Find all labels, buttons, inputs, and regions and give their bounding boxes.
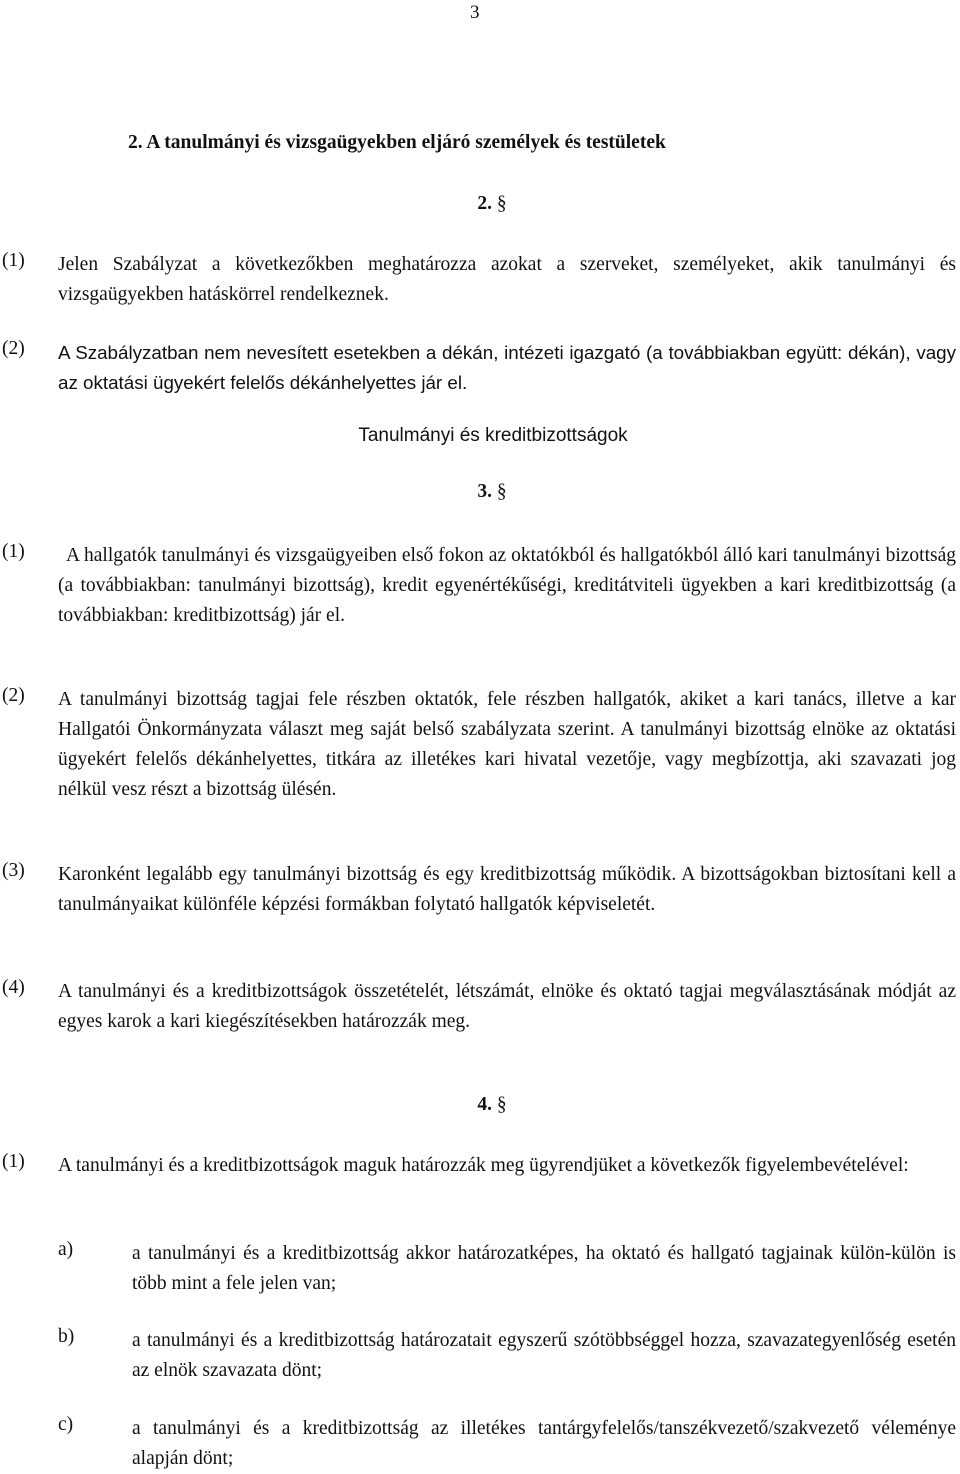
list-item-letter: b) bbox=[58, 1326, 75, 1347]
list-item-letter: a) bbox=[58, 1239, 74, 1260]
chapter-title: 2. A tanulmányi és vizsgaügyekben eljáró személyek és testületek bbox=[128, 132, 666, 153]
list-item-text: a tanulmányi és a kreditbizottság az illetékes tantárgyfelelős/tanszékvezető/szakvezető véleménye alapján dönt; bbox=[132, 1418, 956, 1469]
paragraph-text: A tanulmányi és a kreditbizottságok összetételét, létszámát, elnöke és oktató tagjai megválasztásának módját az egyes karok a kari kiegészítésekben határozzák meg. bbox=[58, 981, 956, 1032]
section-number: 2. bbox=[477, 193, 492, 214]
paragraph-number: (4) bbox=[2, 977, 25, 998]
section-number: 4. bbox=[477, 1094, 492, 1115]
paragraph-text: A hallgatók tanulmányi és vizsgaügyeiben első fokon az oktatókból és hallgatókból álló kari tanulmányi bizottság (a továbbiakban: tanulmányi bizottság), kredit egyenértékűségi, kreditátviteli ügyekben a kari kreditbizottság (a továbbiakban: kreditbizottság) jár el. bbox=[58, 545, 956, 626]
paragraph-number: (3) bbox=[2, 860, 25, 881]
page-number: 3 bbox=[470, 2, 480, 23]
section-symbol: § bbox=[496, 1094, 507, 1115]
paragraph-number: (1) bbox=[2, 250, 25, 271]
paragraph-number: (2) bbox=[2, 338, 25, 359]
paragraph-number: (1) bbox=[2, 1151, 25, 1172]
list-item-letter: c) bbox=[58, 1414, 74, 1435]
subheading: Tanulmányi és kreditbizottságok bbox=[358, 425, 628, 446]
paragraph-number: (2) bbox=[2, 685, 25, 706]
list-item-text: a tanulmányi és a kreditbizottság akkor határozatképes, ha oktató és hallgató tagjainak külön-külön is több mint a fele jelen van; bbox=[132, 1243, 956, 1294]
section-symbol: § bbox=[496, 481, 507, 502]
paragraph-number: (1) bbox=[2, 541, 25, 562]
section-heading-3 bbox=[12, 481, 960, 503]
paragraph-text: A tanulmányi bizottság tagjai fele részben oktatók, fele részben hallgatók, akiket a kari tanács, illetve a kar Hallgatói Önkormányzata választ meg saját belső szabályzata szerint. A tanulmányi bizottság elnöke az oktatási ügyekért felelős dékánhelyettes, titkára az illetékes kari hivatal vezetője, vagy megbízottja, aki szavazati jog nélkül vesz részt a bizottság ülésén. bbox=[58, 689, 956, 800]
section-symbol: § bbox=[496, 193, 507, 214]
section-heading-2 bbox=[12, 193, 960, 215]
section-number: 3. bbox=[477, 481, 492, 502]
paragraph-text: Karonként legalább egy tanulmányi bizottság és egy kreditbizottság működik. A bizottságokban biztosítani kell a tanulmányaikat különféle képzési formákban folytató hallgatók képviseletét. bbox=[58, 864, 956, 915]
list-item-text: a tanulmányi és a kreditbizottság határozatait egyszerű szótöbbséggel hozza, szavazategyenlőség esetén az elnök szavazata dönt; bbox=[132, 1330, 956, 1381]
section-heading-4 bbox=[12, 1094, 960, 1116]
paragraph-text: A Szabályzatban nem nevesített esetekben a dékán, intézeti igazgató (a továbbiakban együtt: dékán), vagy az oktatási ügyekért felelős dékánhelyettes jár el. bbox=[58, 342, 956, 393]
paragraph-text: A tanulmányi és a kreditbizottságok maguk határozzák meg ügyrendjüket a következők figyelembevételével: bbox=[58, 1155, 909, 1176]
paragraph-text: Jelen Szabályzat a következőkben meghatározza azokat a szerveket, személyeket, akik tanulmányi és vizsgaügyekben hatáskörrel rendelkeznek. bbox=[58, 254, 956, 305]
